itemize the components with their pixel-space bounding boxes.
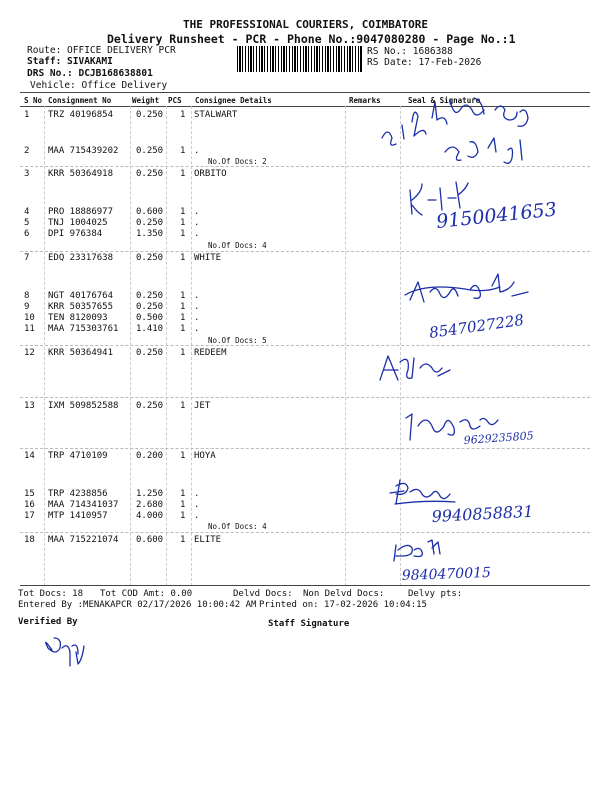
printed-on: Printed on: 17-02-2026 10:04:15	[259, 600, 427, 610]
company-title: THE PROFESSIONAL COURIERS, COIMBATORE	[183, 18, 429, 31]
no-of-docs: No.Of Docs: 2	[208, 157, 267, 166]
handwritten-phone: 9629235805	[463, 429, 535, 447]
verified-signature	[46, 638, 84, 666]
verified-by: Verified By	[18, 617, 78, 627]
no-of-docs: No.Of Docs: 5	[208, 336, 267, 345]
entered-by: Entered By :MENAKAPCR 02/17/2026 10:00:42 AM	[18, 600, 257, 610]
handwritten-phone: 9940858831	[431, 501, 534, 526]
staff-signature-label: Staff Signature	[268, 619, 350, 629]
vehicle-label: Vehicle: Office Delivery	[30, 80, 168, 91]
col-weight: Weight	[132, 96, 160, 105]
signature-row-1	[382, 98, 528, 163]
route-label: Route: OFFICE DELIVERY PCR	[27, 45, 176, 56]
signature-row-7	[405, 274, 528, 342]
col-seal-signature: Seal & Signature	[408, 96, 481, 105]
col-consignment: Consignment No	[48, 96, 112, 105]
no-of-docs: No.Of Docs: 4	[208, 241, 267, 250]
col-remarks: Remarks	[349, 96, 381, 105]
non-delvd-docs: Non Delvd Docs:	[303, 589, 385, 599]
no-of-docs: No.Of Docs: 4	[208, 522, 267, 531]
delvy-pts: Delvy pts:	[408, 589, 463, 599]
col-sno: S No	[24, 96, 43, 105]
signature-row-13	[406, 414, 534, 447]
col-pcs: PCS	[168, 96, 182, 105]
handwritten-phone: 9840470015	[401, 564, 492, 584]
rs-number: RS No.: 1686388	[367, 46, 453, 57]
staff-label: Staff: SIVAKAMI	[27, 56, 113, 67]
drs-number: DRS No.: DCJB168638801	[27, 68, 153, 79]
handwritten-phone: 9150041653	[435, 198, 558, 233]
signature-row-3	[410, 182, 558, 233]
signature-row-12	[380, 356, 450, 380]
runsheet-subtitle: Delivery Runsheet - PCR - Phone No.:9047080280 - Page No.:1	[107, 32, 516, 46]
rs-date: RS Date: 17-Feb-2026	[367, 57, 482, 68]
signature-row-15	[390, 480, 534, 526]
tot-cod-amt: Tot COD Amt: 0.00	[100, 589, 193, 599]
handwritten-phone: 8547027228	[428, 310, 526, 342]
signature-row-18	[394, 540, 491, 584]
col-consignee: Consignee Details	[195, 96, 272, 105]
delvd-docs: Delvd Docs:	[233, 589, 293, 599]
tot-docs: Tot Docs: 18	[18, 589, 84, 599]
